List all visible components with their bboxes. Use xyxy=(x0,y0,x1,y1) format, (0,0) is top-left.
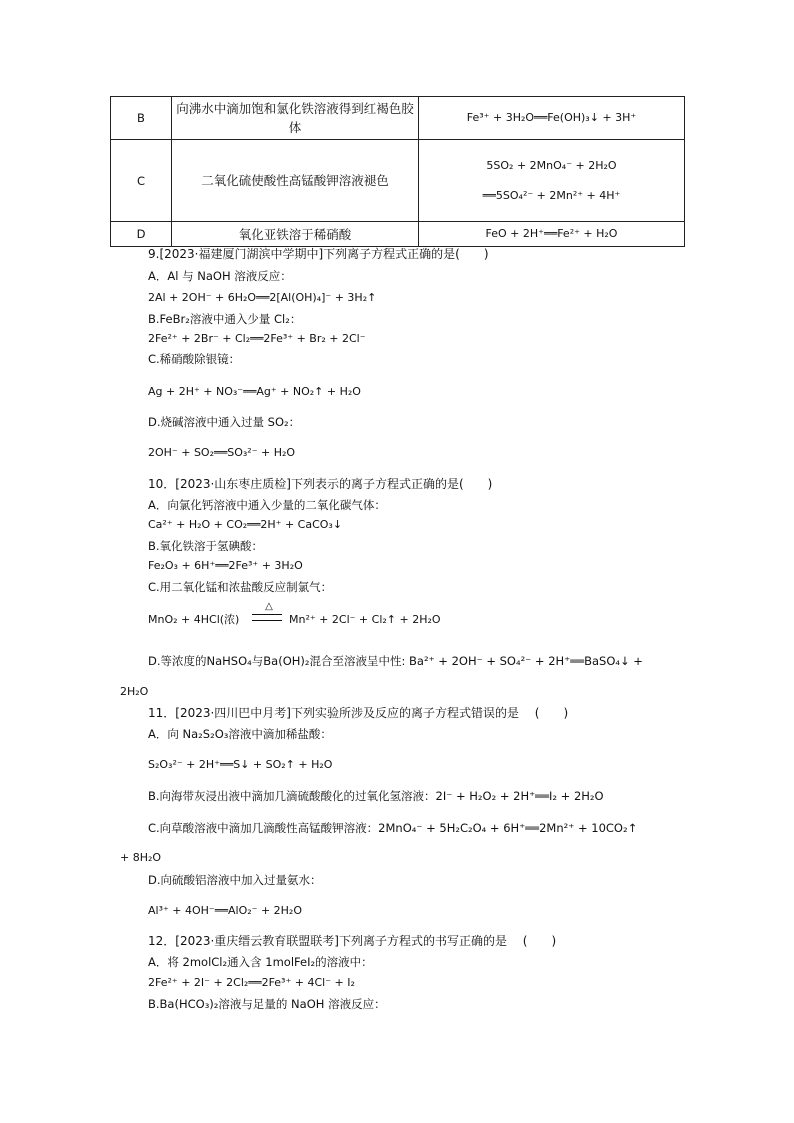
row-equation: Fe³⁺ + 3H₂O══Fe(OH)₃↓ + 3H⁺ xyxy=(419,97,685,140)
question-12-stem: 12．[2023·重庆缙云教育联盟联考]下列离子方程式的书写正确的是 ( ) xyxy=(148,934,557,948)
reaction-equals-sign xyxy=(252,614,282,621)
q9-option-c: C.稀硝酸除银镜： xyxy=(148,352,241,366)
q10-option-a-equation: Ca²⁺ + H₂O + CO₂══2H⁺ + CaCO₃↓ xyxy=(148,518,343,531)
q11-option-c: C.向草酸溶液中滴加几滴酸性高锰酸钾溶液：2MnO₄⁻ + 5H₂C₂O₄ + 6H⁺══2Mn²⁺ + 10CO₂↑ xyxy=(148,821,638,835)
question-9-stem: 9.[2023·福建厦门湖滨中学期中]下列离子方程式正确的是( ) xyxy=(148,247,489,261)
row-equation: FeO + 2H⁺══Fe²⁺ + H₂O xyxy=(419,222,685,247)
q9-option-c-equation: Ag + 2H⁺ + NO₃⁻══Ag⁺ + NO₂↑ + H₂O xyxy=(148,385,361,398)
table-row xyxy=(111,97,685,140)
question-10-stem: 10．[2023·山东枣庄质检]下列表示的离子方程式正确的是( ) xyxy=(148,477,493,491)
q10-option-c: C.用二氧化锰和浓盐酸反应制氯气： xyxy=(148,580,333,594)
q11-option-a-equation: S₂O₃²⁻ + 2H⁺══S↓ + SO₂↑ + H₂O xyxy=(148,758,333,771)
q10-option-d-continuation: 2H₂O xyxy=(120,685,149,698)
q11-option-a: A．向 Na₂S₂O₃溶液中滴加稀盐酸： xyxy=(148,727,332,741)
q10-option-b: B.氧化铁溶于氢碘酸： xyxy=(148,539,264,553)
table-row xyxy=(111,222,685,247)
question-11-stem: 11．[2023·四川巴中月考]下列实验所涉及反应的离子方程式错误的是 ( ) xyxy=(148,706,569,720)
q11-option-d: D.向硫酸铝溶液中加入过量氨水： xyxy=(148,873,322,887)
q12-option-a-equation: 2Fe²⁺ + 2I⁻ + 2Cl₂══2Fe³⁺ + 4Cl⁻ + I₂ xyxy=(148,976,355,989)
q10-option-c-products: Mn²⁺ + 2Cl⁻ + Cl₂↑ + 2H₂O xyxy=(289,613,441,626)
table-row xyxy=(111,140,685,222)
row-label: B xyxy=(111,97,172,140)
q9-option-a: A．Al 与 NaOH 溶液反应： xyxy=(148,269,292,283)
heat-symbol: △ xyxy=(265,601,273,612)
q12-option-a: A．将 2molCl₂通入含 1molFeI₂的溶液中： xyxy=(148,955,373,969)
q11-option-d-equation: Al³⁺ + 4OH⁻══AlO₂⁻ + 2H₂O xyxy=(148,904,302,917)
q9-option-d-equation: 2OH⁻ + SO₂══SO₃²⁻ + H₂O xyxy=(148,446,296,459)
row-description: 二氧化硫使酸性高锰酸钾溶液褪色 xyxy=(172,140,419,222)
q9-option-b: B.FeBr₂溶液中通入少量 Cl₂： xyxy=(148,312,302,326)
q11-option-c-continuation: + 8H₂O xyxy=(120,851,162,864)
row-description: 向沸水中滴加饱和氯化铁溶液得到红褐色胶体 xyxy=(172,97,419,140)
q10-option-a: A．向氯化钙溶液中通入少量的二氧化碳气体： xyxy=(148,498,386,512)
q12-option-b: B.Ba(HCO₃)₂溶液与足量的 NaOH 溶液反应： xyxy=(148,997,386,1011)
q10-option-c-reactants: MnO₂ + 4HCl(浓) xyxy=(148,613,240,626)
row-equation: 5SO₂ + 2MnO₄⁻ + 2H₂O ══5SO₄²⁻ + 2Mn²⁺ + 4H⁺ xyxy=(419,140,685,222)
q11-option-b: B.向海带灰浸出液中滴加几滴硫酸酸化的过氧化氢溶液：2I⁻ + H₂O₂ + 2H⁺══I₂ + 2H₂O xyxy=(148,789,604,803)
q10-option-b-equation: Fe₂O₃ + 6H⁺══2Fe³⁺ + 3H₂O xyxy=(148,559,303,572)
q9-option-b-equation: 2Fe²⁺ + 2Br⁻ + Cl₂══2Fe³⁺ + Br₂ + 2Cl⁻ xyxy=(148,332,366,345)
options-table xyxy=(110,96,685,247)
q9-option-d: D.烧碱溶液中通入过量 SO₂： xyxy=(148,415,301,429)
q9-option-a-equation: 2Al + 2OH⁻ + 6H₂O══2[Al(OH)₄]⁻ + 3H₂↑ xyxy=(148,291,377,304)
row-label: D xyxy=(111,222,172,247)
q10-option-d: D.等浓度的NaHSO₄与Ba(OH)₂混合至溶液呈中性: Ba²⁺ + 2OH⁻ + SO₄²⁻ + 2H⁺══BaSO₄↓ + xyxy=(148,654,643,668)
row-label: C xyxy=(111,140,172,222)
row-description: 氧化亚铁溶于稀硝酸 xyxy=(172,222,419,247)
